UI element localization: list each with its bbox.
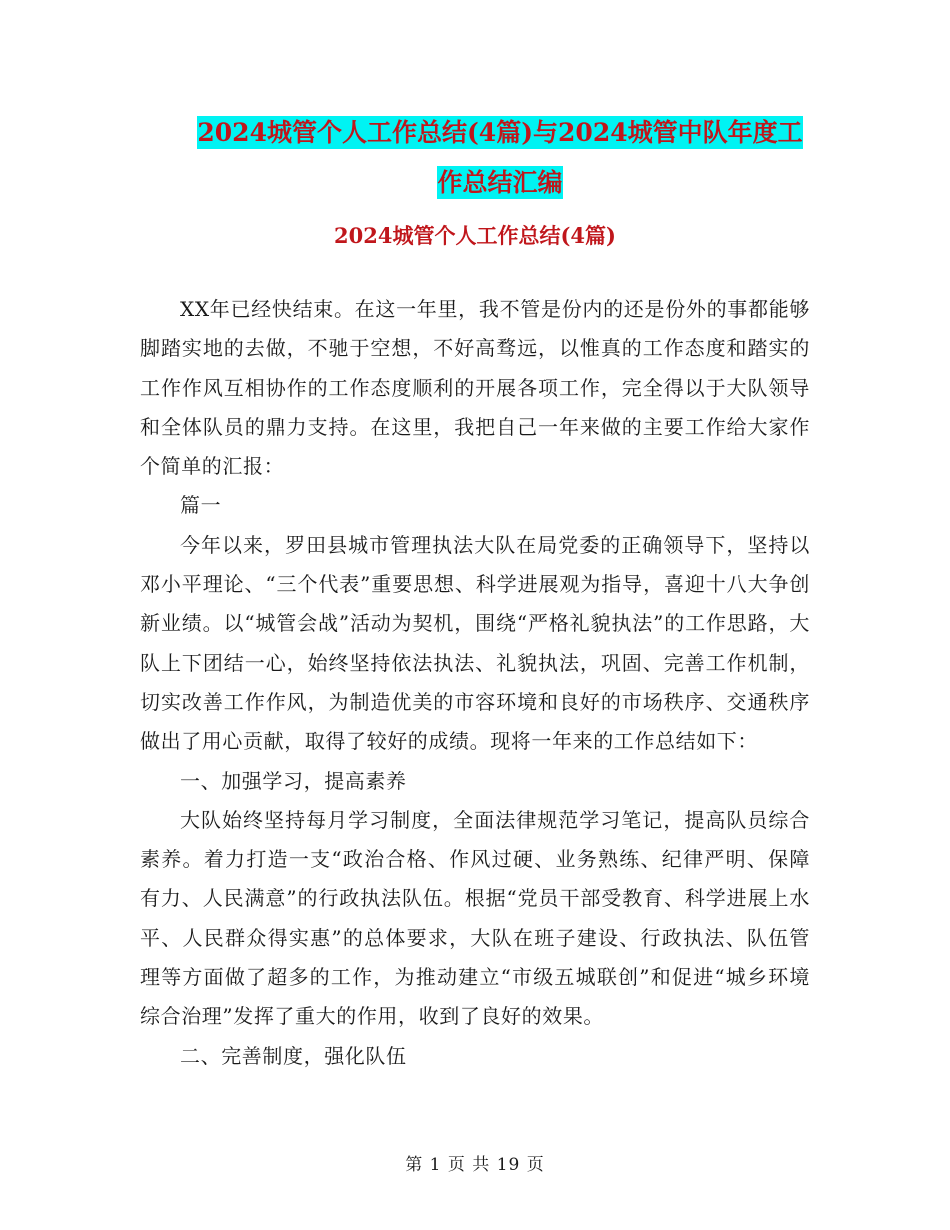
document-body bbox=[140, 290, 810, 1076]
paragraph-overview: 今年以来，罗田县城市管理执法大队在局党委的正确领导下，坚持以邓小平理论、“三个代表”重要思想、科学进展观为指导，喜迎十八大争创新业绩。以“城管会战”活动为契机，围绕“严格礼貌执法”的工作思路，大队上下团结一心，始终坚持依法执法、礼貌执法，巩固、完善工作机制，切实改善工作作风，为制造优美的市容环境和良好的市场秩序、交通秩序做出了用心贡献，取得了较好的成绩。现将一年来的工作总结如下： bbox=[140, 532, 810, 754]
paragraph-intro: XX年已经快结束。在这一年里，我不管是份内的还是份外的事都能够脚踏实地的去做，不驰于空想，不好高骛远，以惟真的工作态度和踏实的工作作风互相协作的工作态度顺利的开展各项工作，完全得以于大队领导和全体队员的鼎力支持。在这里，我把自己一年来做的主要工作给大家作个简单的汇报： bbox=[140, 297, 810, 479]
document-title-line2: 作总结汇编 bbox=[437, 168, 563, 197]
document-title bbox=[140, 108, 860, 208]
paragraph-heading-1: 一、加强学习，提高素养 bbox=[180, 768, 407, 793]
paragraph-part-heading: 篇一 bbox=[180, 493, 222, 518]
paragraph-study: 大队始终坚持每月学习制度，全面法律规范学习笔记，提高队员综合素养。着力打造一支“政治合格、作风过硬、业务熟练、纪律严明、保障有力、人民满意”的行政执法队伍。根据“党员干部受教育、科学进展上水平、人民群众得实惠”的总体要求，大队在班子建设、行政执法、队伍管理等方面做了超多的工作，为推动建立“市级五城联创”和促进“城乡环境综合治理”发挥了重大的作用，收到了良好的效果。 bbox=[140, 807, 810, 1029]
section-title: 2024城管个人工作总结(4篇) bbox=[334, 223, 616, 248]
page-number-footer: 第 1 页 共 19 页 bbox=[405, 1155, 545, 1175]
document-title-line1: 2024城管个人工作总结(4篇)与2024城管中队年度工 bbox=[197, 118, 803, 147]
paragraph-heading-2: 二、完善制度，强化队伍 bbox=[180, 1043, 407, 1068]
